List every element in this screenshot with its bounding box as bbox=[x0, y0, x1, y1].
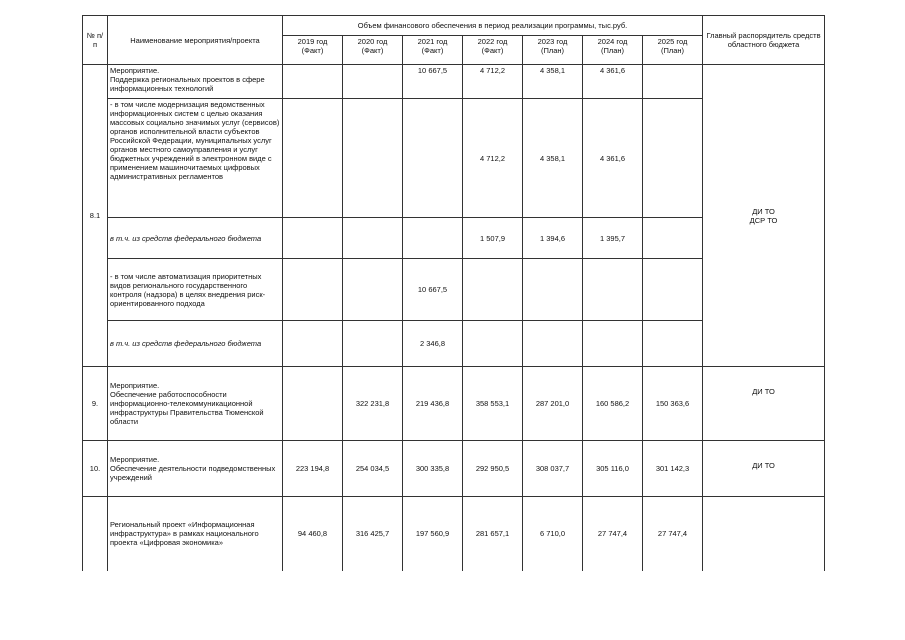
cell-2020 bbox=[343, 65, 403, 99]
cell-2025: 301 142,3 bbox=[643, 441, 703, 497]
row-number bbox=[83, 497, 108, 571]
row-number: 9. bbox=[83, 367, 108, 441]
header-name: Наименование мероприятия/проекта bbox=[108, 16, 283, 65]
row-name: Мероприятие. Поддержка региональных проектов в сфере информационных технологий bbox=[108, 65, 283, 99]
cell-2020: 322 231,8 bbox=[343, 367, 403, 441]
cell-2022 bbox=[463, 259, 523, 321]
cell-2025: 150 363,6 bbox=[643, 367, 703, 441]
row-distributor bbox=[703, 497, 825, 571]
cell-2025 bbox=[643, 99, 703, 218]
cell-2022: 281 657,1 bbox=[463, 497, 523, 571]
header-funding: Объем финансового обеспечения в период реализации программы, тыс.руб. bbox=[283, 16, 703, 36]
cell-2024 bbox=[583, 259, 643, 321]
cell-2020: 254 034,5 bbox=[343, 441, 403, 497]
header-distributor: Главный распорядитель средств областного бюджета bbox=[703, 16, 825, 65]
cell-2019 bbox=[283, 367, 343, 441]
row-name: в т.ч. из средств федерального бюджета bbox=[108, 321, 283, 367]
header-year-2022: 2022 год (Факт) bbox=[463, 36, 523, 65]
cell-2024: 27 747,4 bbox=[583, 497, 643, 571]
cell-2023: 4 358,1 bbox=[523, 65, 583, 99]
row-name: Мероприятие. Обеспечение работоспособности информационно-телекоммуникационной инфраструктуры Правительства Тюменской области bbox=[108, 367, 283, 441]
cell-2019: 223 194,8 bbox=[283, 441, 343, 497]
cell-2024: 1 395,7 bbox=[583, 218, 643, 259]
row-number: 10. bbox=[83, 441, 108, 497]
cell-2020: 316 425,7 bbox=[343, 497, 403, 571]
cell-2025 bbox=[643, 65, 703, 99]
cell-2024: 305 116,0 bbox=[583, 441, 643, 497]
header-year-2023: 2023 год (План) bbox=[523, 36, 583, 65]
row-name: - в том числе автоматизация приоритетных видов регионального государственного контроля (надзора) в целях внедрения риск-ориентированного подхода bbox=[108, 259, 283, 321]
cell-2021: 219 436,8 bbox=[403, 367, 463, 441]
cell-2022: 4 712,2 bbox=[463, 99, 523, 218]
cell-2022: 1 507,9 bbox=[463, 218, 523, 259]
cell-2019 bbox=[283, 65, 343, 99]
cell-2021: 10 667,5 bbox=[403, 65, 463, 99]
row-name: Мероприятие. Обеспечение деятельности подведомственных учреждений bbox=[108, 441, 283, 497]
header-year-2021: 2021 год (Факт) bbox=[403, 36, 463, 65]
row-distributor: ДИ ТО bbox=[703, 441, 825, 497]
cell-2020 bbox=[343, 321, 403, 367]
cell-2021 bbox=[403, 218, 463, 259]
row-name: Региональный проект «Информационная инфраструктура» в рамках национального проекта «Цифровая экономика» bbox=[108, 497, 283, 571]
cell-2023 bbox=[523, 259, 583, 321]
row-number: 8.1 bbox=[83, 65, 108, 367]
row-name: в т.ч. из средств федерального бюджета bbox=[108, 218, 283, 259]
cell-2019 bbox=[283, 321, 343, 367]
cell-2024: 4 361,6 bbox=[583, 99, 643, 218]
cell-2021: 10 667,5 bbox=[403, 259, 463, 321]
cell-2025 bbox=[643, 259, 703, 321]
cell-2024: 160 586,2 bbox=[583, 367, 643, 441]
cell-2025 bbox=[643, 218, 703, 259]
header-year-2024: 2024 год (План) bbox=[583, 36, 643, 65]
cell-2021: 300 335,8 bbox=[403, 441, 463, 497]
row-distributor: ДИ ТО ДСР ТО bbox=[703, 65, 825, 367]
row-distributor: ДИ ТО bbox=[703, 367, 825, 441]
cell-2019: 94 460,8 bbox=[283, 497, 343, 571]
cell-2019 bbox=[283, 218, 343, 259]
cell-2022: 358 553,1 bbox=[463, 367, 523, 441]
row-name: - в том числе модернизация ведомственных информационных систем с целью оказания массовых социально значимых услуг (сервисов) органов исполнительной власти субъектов Российской Федерации, муниципальных услуг органов местного самоуправления и услуг бюджетных учреждений в электронном виде с применением машиночитаемых цифровых административных регламентов bbox=[108, 99, 283, 218]
cell-2025: 27 747,4 bbox=[643, 497, 703, 571]
cell-2022: 4 712,2 bbox=[463, 65, 523, 99]
cell-2019 bbox=[283, 259, 343, 321]
table-row bbox=[83, 367, 825, 441]
cell-2020 bbox=[343, 218, 403, 259]
cell-2022 bbox=[463, 321, 523, 367]
cell-2023: 308 037,7 bbox=[523, 441, 583, 497]
cell-2021: 2 346,8 bbox=[403, 321, 463, 367]
cell-2022: 292 950,5 bbox=[463, 441, 523, 497]
cell-2023: 6 710,0 bbox=[523, 497, 583, 571]
cell-2024 bbox=[583, 321, 643, 367]
cell-2023: 287 201,0 bbox=[523, 367, 583, 441]
cell-2023: 4 358,1 bbox=[523, 99, 583, 218]
cell-2024: 4 361,6 bbox=[583, 65, 643, 99]
cell-2021: 197 560,9 bbox=[403, 497, 463, 571]
cell-2019 bbox=[283, 99, 343, 218]
table-row bbox=[83, 65, 825, 99]
cell-2020 bbox=[343, 259, 403, 321]
cell-2025 bbox=[643, 321, 703, 367]
header-year-2025: 2025 год (План) bbox=[643, 36, 703, 65]
header-year-2019: 2019 год (Факт) bbox=[283, 36, 343, 65]
budget-table bbox=[82, 15, 825, 571]
cell-2023: 1 394,6 bbox=[523, 218, 583, 259]
header-num: № п/п bbox=[83, 16, 108, 65]
cell-2023 bbox=[523, 321, 583, 367]
cell-2021 bbox=[403, 99, 463, 218]
table-row bbox=[83, 441, 825, 497]
cell-2020 bbox=[343, 99, 403, 218]
table-row bbox=[83, 497, 825, 571]
header-year-2020: 2020 год (Факт) bbox=[343, 36, 403, 65]
